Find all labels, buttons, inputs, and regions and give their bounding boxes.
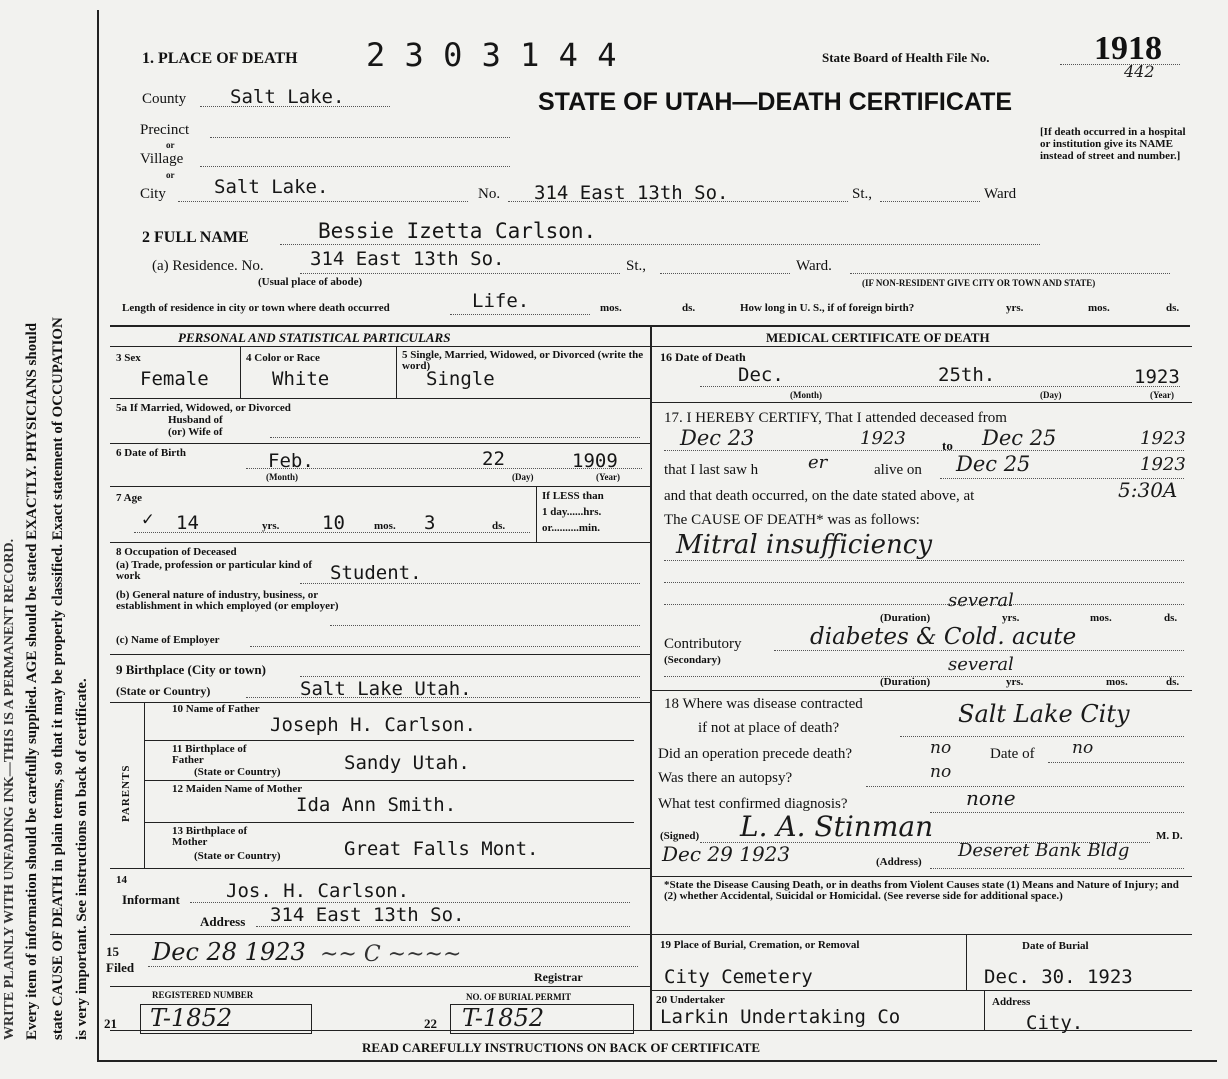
dob-year-caption: (Year) [596, 472, 620, 482]
certify-text: 17. I HEREBY CERTIFY, That I attended deceased from [664, 410, 1007, 426]
filed-label: 15 Filed [106, 944, 135, 975]
registrar-label: Registrar [534, 970, 583, 984]
usual-abode-caption: (Usual place of abode) [258, 276, 363, 288]
father-name-value: Joseph H. Carlson. [270, 714, 476, 736]
duration-value-1: several [948, 590, 1014, 611]
less-than-label-1: If LESS than [542, 490, 604, 502]
or-2: or [166, 170, 175, 180]
duration-mos-2: mos. [1106, 676, 1128, 688]
date-of-label: Date of [990, 746, 1035, 762]
physician-address-value: Deseret Bank Bldg [958, 840, 1130, 861]
street-no-label: No. [478, 186, 501, 202]
dob-year: 1909 [572, 450, 618, 472]
less-than-label-3: or..........min. [542, 522, 600, 534]
informant-label: Informant [122, 892, 180, 907]
village-label: Village [140, 151, 184, 167]
alive-year: 1923 [1140, 454, 1186, 475]
attended-to-label: to [942, 438, 953, 453]
last-saw-label: that I last saw h [664, 462, 759, 478]
age-label: 7 Age [116, 492, 142, 504]
employer-label: (c) Name of Employer [116, 634, 220, 646]
burial-permit-label: NO. OF BURIAL PERMIT [466, 992, 572, 1002]
duration-yrs-1: yrs. [1002, 612, 1020, 624]
dod-month-caption: (Month) [790, 390, 822, 400]
father-name-label: 10 Name of Father [172, 703, 260, 715]
marital-label: 5 Single, Married, Widowed, or Divorced (write the word) [402, 349, 644, 372]
alive-on-date: Dec 25 [956, 452, 1031, 476]
residence-ward: Ward. [796, 258, 832, 274]
dod-year-caption: (Year) [1150, 390, 1174, 400]
alive-on-label: alive on [874, 462, 922, 478]
dod-year: 1923 [1134, 366, 1180, 388]
registered-number-label: REGISTERED NUMBER [152, 990, 254, 1000]
dob-month: Feb. [268, 450, 314, 472]
board-file-label: State Board of Health File No. [822, 50, 990, 65]
margin-instruction-1: Every item of information should be carefully supplied. AGE should be stated EXACTLY. PHYSICIANS should [24, 322, 40, 1040]
mother-bp-sc: (State or Country) [194, 850, 281, 862]
duration-ds-2: ds. [1166, 676, 1180, 688]
parents-label: PARENTS [120, 764, 132, 822]
dod-day: 25th. [938, 364, 996, 386]
age-yrs-unit: yrs. [262, 520, 280, 532]
dob-month-caption: (Month) [266, 472, 298, 482]
registered-number-value: T-1852 [150, 1004, 233, 1032]
burial-permit-value: T-1852 [462, 1004, 545, 1032]
spouse-label-3: (or) Wife of [168, 426, 223, 438]
burial-date-label: Date of Burial [1022, 940, 1089, 952]
length-ds: ds. [682, 302, 696, 314]
length-residence-label: Length of residence in city or town where death occurred [122, 302, 390, 314]
occupation-label: 8 Occupation of Deceased [116, 546, 237, 558]
dob-day: 22 [482, 448, 505, 470]
informant-address-label: Address [200, 914, 246, 929]
age-mos-unit: mos. [374, 520, 396, 532]
dob-day-caption: (Day) [512, 472, 534, 482]
father-bp-value: Sandy Utah. [344, 752, 470, 774]
father-bp-sc: (State or Country) [194, 766, 281, 778]
q18-value: Salt Lake City [958, 700, 1130, 728]
operation-value: no [930, 738, 952, 758]
attended-year-1: 1923 [860, 428, 906, 449]
duration-mos-1: mos. [1090, 612, 1112, 624]
length-mos: mos. [600, 302, 622, 314]
sex-label: 3 Sex [116, 352, 141, 364]
or-1: or [166, 140, 175, 150]
occupation-b-label: (b) General nature of industry, business, or establishment in which employed (or employer) [116, 589, 339, 612]
age-check: ✓ [142, 508, 154, 530]
nonresident-caption: (IF NON-RESIDENT GIVE CITY OR TOWN AND STATE) [862, 278, 1096, 288]
length-residence-value: Life. [472, 290, 530, 312]
dod-day-caption: (Day) [1040, 390, 1062, 400]
informant-number: 14 [116, 874, 127, 886]
mother-bp-value: Great Falls Mont. [344, 838, 539, 860]
color-value: White [272, 368, 330, 390]
serial-number: 2 3 0 3 1 4 4 [366, 36, 617, 74]
margin-instruction-2: state CAUSE OF DEATH in plain terms, so that it may be properly classified. Exact statement of OCCUPATION [50, 317, 66, 1040]
marital-value: Single [426, 368, 495, 390]
informant-value: Jos. H. Carlson. [226, 880, 410, 902]
burial-place-label: 19 Place of Burial, Cremation, or Removal [660, 939, 860, 951]
bottom-instructions: READ CAREFULLY INSTRUCTIONS ON BACK OF CERTIFICATE [362, 1040, 761, 1055]
number-21: 21 [104, 1016, 117, 1031]
cause-of-death-label: The CAUSE OF DEATH* was as follows: [664, 512, 920, 528]
county-label: County [142, 91, 187, 107]
physician-address-label: (Address) [876, 856, 922, 868]
autopsy-label: Was there an autopsy? [658, 770, 793, 786]
margin-instruction-3: is very important. See instructions on back of certificate. [74, 678, 90, 1040]
us-residence-label: How long in U. S., if of foreign birth? [740, 302, 915, 314]
full-name-label: 2 FULL NAME [142, 229, 249, 246]
test-label: What test confirmed diagnosis? [658, 796, 848, 812]
burial-place-value: City Cemetery [664, 966, 813, 988]
occupation-a-label: (a) Trade, profession or particular kind of work [116, 559, 313, 582]
board-file-sub: 442 [1124, 62, 1155, 81]
q18-sub-label: if not at place of death? [698, 720, 840, 736]
board-file-number: 1918 [1094, 30, 1162, 67]
attended-year-2: 1923 [1140, 428, 1186, 449]
informant-address-value: 314 East 13th So. [270, 904, 465, 926]
attended-from-date: Dec 23 [680, 426, 755, 450]
undertaker-value: Larkin Undertaking Co [660, 1006, 901, 1028]
operation-label: Did an operation precede death? [658, 746, 853, 762]
registrar-signature: ~~ C ~~~~ [320, 942, 462, 967]
color-label: 4 Color or Race [246, 352, 320, 364]
date-of-value: no [1072, 738, 1094, 758]
duration-label-1: (Duration) [880, 612, 931, 624]
cause-of-death-value: Mitral insufficiency [676, 530, 933, 560]
occupation-value: Student. [330, 562, 422, 584]
q18-label: 18 Where was disease contracted [664, 696, 863, 712]
undertaker-address-value: City. [1026, 1012, 1084, 1034]
residence-value: 314 East 13th So. [310, 248, 505, 270]
filed-value: Dec 28 1923 [152, 938, 306, 966]
mother-bp-label: 13 Birthplace of Mother [172, 825, 248, 848]
contributory-value: diabetes & Cold. acute [810, 624, 1077, 650]
spouse-label-1: 5a If Married, Widowed, or Divorced [116, 402, 291, 414]
us-yrs: yrs. [1006, 302, 1024, 314]
certificate-title: STATE OF UTAH—DEATH CERTIFICATE [538, 88, 1013, 116]
residence-st: St., [626, 258, 647, 274]
signed-label: (Signed) [660, 830, 700, 842]
death-time: 5:30A [1118, 478, 1178, 502]
spouse-label-2: Husband of [168, 414, 223, 426]
physician-signature: L. A. Stinman [740, 810, 934, 843]
age-ds-unit: ds. [492, 520, 506, 532]
us-mos: mos. [1088, 302, 1110, 314]
number-22: 22 [424, 1016, 437, 1031]
mother-name-value: Ida Ann Smith. [296, 794, 457, 816]
undertaker-address-label: Address [992, 996, 1031, 1008]
duration-value-2: several [948, 654, 1014, 675]
duration-label-2: (Duration) [880, 676, 931, 688]
undertaker-label: 20 Undertaker [656, 994, 725, 1006]
age-months: 10 [322, 512, 345, 534]
city-label: City [140, 186, 166, 202]
residence-label: (a) Residence. No. [152, 258, 264, 274]
last-saw-her: er [808, 452, 828, 473]
medical-header: MEDICAL CERTIFICATE OF DEATH [766, 330, 990, 345]
burial-date-value: Dec. 30. 1923 [984, 966, 1133, 988]
sex-value: Female [140, 368, 209, 390]
mother-name-label: 12 Maiden Name of Mother [172, 783, 303, 795]
age-years: 14 [176, 512, 199, 534]
attended-to-date: Dec 25 [982, 426, 1057, 450]
autopsy-value: no [930, 762, 952, 782]
precinct-label: Precinct [140, 122, 190, 138]
place-of-death-label: 1. PLACE OF DEATH [142, 50, 298, 67]
hospital-note: [If death occurred in a hospital or institution give its NAME instead of street and number.] [1040, 126, 1186, 162]
secondary-label: (Secondary) [664, 654, 721, 666]
contributory-label: Contributory [664, 636, 742, 652]
md-label: M. D. [1156, 830, 1183, 842]
duration-ds-1: ds. [1164, 612, 1178, 624]
less-than-label-2: 1 day......hrs. [542, 506, 602, 518]
duration-yrs-2: yrs. [1006, 676, 1024, 688]
city-value: Salt Lake. [214, 176, 329, 198]
st-label: St., [852, 186, 873, 202]
test-value: none [966, 786, 1016, 810]
birthplace-sc-label: (State or Country) [116, 684, 211, 698]
date-of-death-label: 16 Date of Death [660, 350, 746, 364]
father-bp-label: 11 Birthplace of Father [172, 743, 247, 766]
signed-date: Dec 29 1923 [662, 842, 791, 866]
full-name-value: Bessie Izetta Carlson. [318, 219, 597, 243]
birthplace-label: 9 Birthplace (City or town) [116, 662, 266, 677]
county-value: Salt Lake. [230, 86, 345, 108]
dod-month: Dec. [738, 364, 784, 386]
birthplace-value: Salt Lake Utah. [300, 678, 472, 700]
margin-permanent-record: WRITE PLAINLY WITH UNFADING INK—THIS IS A PERMANENT RECORD. [2, 538, 17, 1040]
age-days: 3 [424, 512, 436, 534]
ward-label: Ward [984, 186, 1017, 202]
us-ds: ds. [1166, 302, 1180, 314]
dob-label: 6 Date of Birth [116, 447, 186, 459]
street-value: 314 East 13th So. [534, 182, 729, 204]
footnote: *State the Disease Causing Death, or in deaths from Violent Causes state (1) Means and Nature of Injury; and (2) whether Accidental, Suicidal or Homicidal. (See reverse side for additional space.) [664, 879, 1179, 902]
personal-header: PERSONAL AND STATISTICAL PARTICULARS [178, 330, 451, 345]
death-occurred-label: and that death occurred, on the date stated above, at [664, 488, 975, 504]
